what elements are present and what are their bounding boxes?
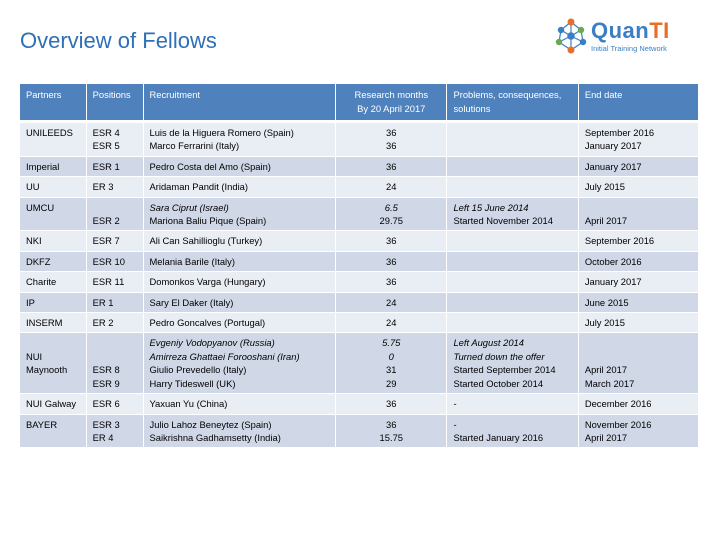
cell-partner	[20, 333, 87, 394]
cell-end-date-line: November 2016	[584, 418, 652, 430]
cell-recruitment-line: Domonkos Varga (Hungary)	[149, 276, 266, 288]
cell-problems-line	[453, 160, 571, 173]
header-recruitment: Recruitment	[144, 84, 337, 123]
cell-end-date	[579, 415, 698, 449]
cell-positions-line: ER 1	[92, 296, 114, 308]
cell-end-date-line: March 2017	[584, 377, 635, 389]
table-body	[20, 123, 698, 448]
cell-research-months	[336, 415, 447, 449]
cell-partner-line: UNILEEDS	[26, 127, 73, 138]
table-row	[20, 157, 698, 177]
table-row	[20, 313, 698, 333]
cell-problems-line	[453, 316, 571, 329]
cell-problems	[447, 394, 578, 414]
cell-recruitment-line: Saikrishna Gadhamsetty (India)	[149, 431, 281, 443]
cell-research-months	[336, 123, 447, 157]
cell-problems	[447, 272, 578, 292]
cell-research-months-line: 29	[386, 377, 397, 389]
table-row	[20, 333, 698, 394]
cell-partner	[20, 252, 87, 272]
cell-research-months-line: 36	[386, 140, 397, 152]
cell-recruitment-line: Ali Can Sahillioglu (Turkey)	[149, 235, 263, 247]
cell-partner-line	[26, 336, 80, 349]
cell-end-date-line	[585, 336, 692, 349]
header-partners: Partners	[20, 84, 87, 123]
cell-positions	[87, 252, 144, 272]
cell-research-months-line: 29.75	[379, 215, 403, 227]
cell-research-months	[336, 231, 447, 251]
cell-positions	[87, 313, 144, 333]
cell-end-date	[579, 177, 698, 197]
cell-partner	[20, 293, 87, 313]
cell-recruitment	[144, 415, 337, 449]
cell-end-date	[579, 198, 698, 232]
cell-positions-line: ER 4	[92, 431, 114, 443]
cell-partner-line: Charite	[26, 276, 57, 288]
cell-problems	[447, 231, 578, 251]
cell-end-date	[579, 394, 698, 414]
cell-positions-line	[93, 336, 137, 349]
cell-research-months-line: 24	[386, 317, 397, 329]
header-research-months: Research months By 20 April 2017	[336, 84, 447, 123]
cell-recruitment-line: Melania Barile (Italy)	[149, 255, 235, 267]
cell-partner-line: NUI	[26, 350, 43, 362]
cell-research-months	[336, 313, 447, 333]
cell-end-date-line: September 2016	[584, 235, 655, 247]
table-row	[20, 272, 698, 292]
cell-positions-line: ESR 7	[92, 235, 120, 247]
cell-research-months	[336, 157, 447, 177]
cell-research-months-line: 31	[386, 364, 397, 376]
cell-research-months	[336, 293, 447, 313]
cell-recruitment-line: Mariona Baliu Pique (Spain)	[149, 215, 267, 227]
cell-end-date-line: June 2015	[584, 296, 629, 308]
cell-partner-line: UMCU	[26, 201, 55, 213]
cell-problems	[447, 157, 578, 177]
cell-recruitment	[144, 394, 337, 414]
cell-positions-line: ESR 2	[92, 215, 120, 227]
cell-problems-line	[453, 139, 571, 152]
cell-positions	[87, 123, 144, 157]
cell-problems-line	[453, 255, 571, 268]
cell-problems-line: -	[453, 418, 457, 430]
cell-positions-line: ER 3	[92, 181, 114, 193]
cell-problems	[447, 293, 578, 313]
cell-positions-line: ER 2	[92, 317, 114, 329]
cell-problems	[447, 333, 578, 394]
table-row	[20, 394, 698, 414]
cell-positions-line: ESR 6	[92, 398, 120, 410]
cell-end-date	[579, 157, 698, 177]
cell-partner-line: Maynooth	[26, 364, 68, 376]
logo-ti: TI	[649, 18, 670, 43]
cell-research-months-line: 36	[386, 235, 397, 247]
cell-recruitment	[144, 157, 337, 177]
cell-partner-line: Imperial	[26, 160, 60, 172]
cell-recruitment-line: Yaxuan Yu (China)	[149, 398, 228, 410]
cell-positions-line	[93, 350, 137, 363]
cell-positions-line: ESR 8	[92, 364, 120, 376]
cell-recruitment	[144, 293, 337, 313]
header-positions: Positions	[87, 84, 144, 123]
cell-positions-line: ESR 11	[92, 276, 125, 288]
cell-problems-line: Started October 2014	[453, 377, 544, 389]
cell-partner	[20, 394, 87, 414]
cell-research-months-line: 15.75	[379, 431, 403, 443]
cell-end-date	[579, 231, 698, 251]
cell-positions	[87, 177, 144, 197]
cell-end-date	[579, 293, 698, 313]
cell-problems-line	[453, 180, 571, 193]
cell-end-date-line: April 2017	[584, 215, 628, 227]
cell-end-date-line	[585, 201, 692, 214]
cell-research-months-line: 36	[386, 398, 397, 410]
cell-research-months-line: 24	[386, 296, 397, 308]
network-molecule-icon	[553, 16, 589, 56]
header-end-date: End date	[579, 84, 698, 123]
cell-research-months-line: 5.75	[382, 337, 401, 349]
table-row	[20, 415, 698, 449]
cell-recruitment	[144, 252, 337, 272]
cell-partner	[20, 198, 87, 232]
cell-end-date	[579, 313, 698, 333]
cell-research-months	[336, 177, 447, 197]
cell-problems-line: Started January 2016	[453, 431, 544, 443]
cell-partner-line: INSERM	[26, 317, 63, 329]
cell-positions-line: ESR 10	[92, 255, 125, 267]
table-row	[20, 123, 698, 157]
cell-end-date-line: January 2017	[584, 160, 642, 172]
cell-end-date	[579, 123, 698, 157]
cell-recruitment	[144, 231, 337, 251]
cell-problems	[447, 198, 578, 232]
cell-partner-line: DKFZ	[26, 255, 51, 267]
cell-partner	[20, 123, 87, 157]
cell-end-date	[579, 333, 698, 394]
logo-subtitle: Initial Training Network	[591, 44, 667, 53]
cell-partner-line: IP	[26, 296, 35, 308]
cell-problems-line: -	[453, 398, 457, 410]
cell-research-months-line: 0	[388, 350, 394, 362]
cell-positions-line: ESR 9	[92, 377, 120, 389]
cell-research-months-line: 36	[386, 418, 397, 430]
cell-problems-line: Started September 2014	[453, 364, 556, 376]
cell-positions-line: ESR 4	[92, 127, 120, 138]
cell-recruitment	[144, 272, 337, 292]
cell-partner	[20, 272, 87, 292]
cell-problems-line: Left August 2014	[453, 337, 524, 349]
cell-problems	[447, 415, 578, 449]
table-row	[20, 252, 698, 272]
cell-research-months-line: 24	[386, 181, 397, 193]
cell-partner	[20, 231, 87, 251]
cell-partner-line: NUI Galway	[26, 398, 77, 410]
cell-end-date-line: January 2017	[584, 276, 642, 288]
cell-positions	[87, 231, 144, 251]
cell-research-months	[336, 272, 447, 292]
cell-problems	[447, 177, 578, 197]
cell-research-months-line: 36	[386, 160, 397, 172]
cell-recruitment-line: Sara Ciprut (Israel)	[149, 201, 229, 213]
cell-end-date-line: January 2017	[584, 140, 642, 152]
page-title: Overview of Fellows	[20, 28, 217, 53]
cell-recruitment-line: Pedro Goncalves (Portugal)	[149, 317, 266, 329]
cell-recruitment-line: Amirreza Ghattaei Forooshani (Iran)	[149, 350, 300, 362]
cell-problems	[447, 313, 578, 333]
cell-research-months-line: 36	[386, 127, 397, 138]
cell-problems-line: Started November 2014	[453, 215, 553, 227]
cell-problems-line	[453, 234, 571, 247]
cell-problems-line	[453, 275, 571, 288]
cell-positions	[87, 157, 144, 177]
cell-recruitment-line: Sary El Daker (Italy)	[149, 296, 234, 308]
cell-research-months	[336, 252, 447, 272]
cell-recruitment-line: Aridaman Pandit (India)	[149, 181, 248, 193]
cell-problems	[447, 252, 578, 272]
cell-problems-line	[453, 126, 571, 139]
cell-partner	[20, 415, 87, 449]
cell-recruitment	[144, 198, 337, 232]
cell-recruitment-line: Evgeniy Vodopyanov (Russia)	[149, 337, 275, 349]
cell-recruitment	[144, 177, 337, 197]
cell-partner-line: UU	[26, 181, 40, 193]
cell-partner	[20, 313, 87, 333]
fellows-table	[20, 84, 698, 448]
cell-research-months-line: 6.5	[384, 201, 398, 213]
cell-end-date-line: April 2017	[584, 431, 628, 443]
cell-recruitment	[144, 313, 337, 333]
table-row	[20, 177, 698, 197]
cell-problems-line	[453, 296, 571, 309]
header-problems: Problems, consequences, solutions	[447, 84, 578, 123]
cell-research-months	[336, 333, 447, 394]
cell-end-date-line: April 2017	[584, 364, 628, 376]
cell-positions	[87, 394, 144, 414]
cell-partner	[20, 177, 87, 197]
cell-recruitment-line: Julio Lahoz Beneytez (Spain)	[149, 418, 272, 430]
cell-problems	[447, 123, 578, 157]
cell-positions-line: ESR 3	[92, 418, 120, 430]
cell-problems-line: Turned down the offer	[453, 350, 545, 362]
quanti-logo	[553, 16, 683, 60]
cell-end-date-line: July 2015	[584, 317, 625, 329]
cell-positions	[87, 333, 144, 394]
cell-positions	[87, 198, 144, 232]
cell-recruitment-line: Giulio Prevedello (Italy)	[149, 364, 247, 376]
cell-partner-line	[26, 377, 80, 390]
cell-partner-line: BAYER	[26, 418, 58, 430]
cell-partner	[20, 157, 87, 177]
cell-end-date-line	[585, 350, 692, 363]
table-header-row	[20, 84, 698, 123]
cell-end-date-line: July 2015	[584, 181, 625, 193]
cell-recruitment-line: Pedro Costa del Amo (Spain)	[149, 160, 271, 172]
cell-positions	[87, 415, 144, 449]
cell-positions	[87, 272, 144, 292]
cell-research-months-line: 36	[386, 276, 397, 288]
cell-positions-line: ESR 1	[92, 160, 120, 172]
cell-end-date-line: September 2016	[584, 127, 655, 138]
cell-problems-line: Left 15 June 2014	[453, 201, 529, 213]
cell-positions-line: ESR 5	[92, 140, 120, 152]
table-row	[20, 293, 698, 313]
cell-partner-line: NKI	[26, 235, 42, 247]
cell-research-months	[336, 394, 447, 414]
cell-recruitment-line: Harry Tideswell (UK)	[149, 377, 236, 389]
cell-research-months	[336, 198, 447, 232]
logo-quan: Quan	[591, 18, 650, 43]
cell-research-months-line: 36	[386, 255, 397, 267]
cell-end-date	[579, 252, 698, 272]
cell-recruitment-line: Marco Ferrarini (Italy)	[149, 140, 240, 152]
cell-recruitment	[144, 123, 337, 157]
cell-recruitment-line: Luis de la Higuera Romero (Spain)	[149, 127, 294, 138]
logo-wordmark	[591, 18, 670, 44]
table-row	[20, 231, 698, 251]
cell-end-date-line: December 2016	[584, 398, 652, 410]
cell-end-date-line: October 2016	[584, 255, 642, 267]
cell-recruitment	[144, 333, 337, 394]
cell-positions	[87, 293, 144, 313]
table-row	[20, 198, 698, 232]
cell-end-date	[579, 272, 698, 292]
